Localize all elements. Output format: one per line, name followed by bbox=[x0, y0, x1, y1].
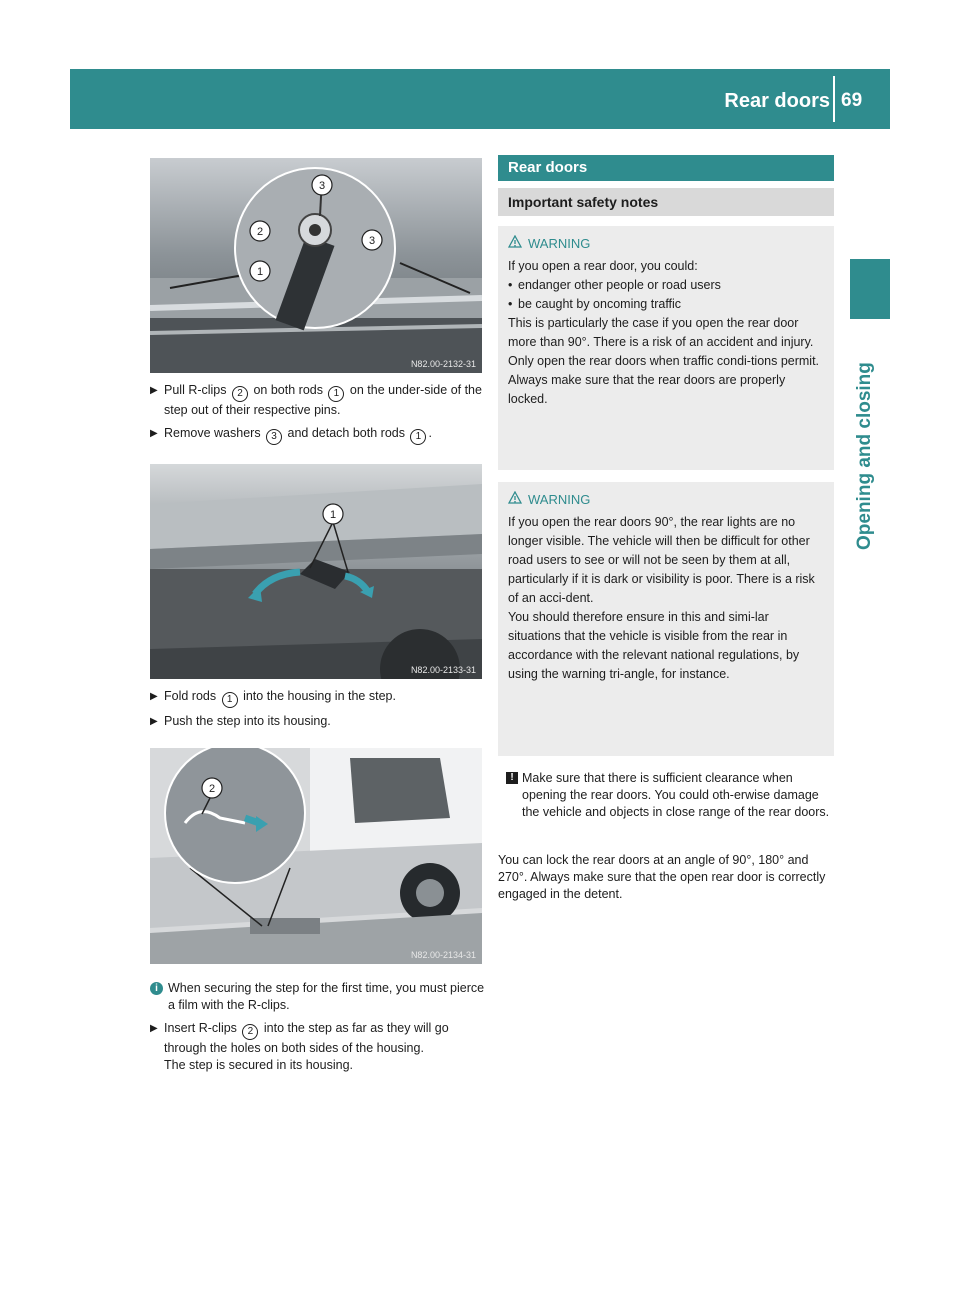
warning-box-2 bbox=[498, 482, 834, 756]
photo-step-underside bbox=[150, 158, 482, 373]
info-note: i When securing the step for the first time, you must pierce a film with the R-clips. bbox=[150, 980, 485, 1014]
image-code: N82.00-2133-31 bbox=[410, 665, 476, 675]
step-push-step: ▶ Push the step into its housing. bbox=[150, 714, 331, 728]
warning-text: This is particularly the case if you open the rear door more than 90°. There is a risk of an accident and injury. bbox=[508, 316, 814, 349]
info-icon: i bbox=[150, 982, 163, 995]
svg-text:2: 2 bbox=[256, 226, 264, 238]
warning-intro: If you open a rear door, you could: bbox=[508, 259, 698, 273]
notice-icon: ! bbox=[506, 772, 518, 784]
side-tab-label: Opening and closing bbox=[854, 362, 875, 550]
warning-triangle-icon bbox=[508, 235, 522, 248]
page-number: 69 bbox=[841, 90, 863, 111]
warning-bullet: • be caught by oncoming traffic bbox=[508, 295, 824, 314]
image-code: N82.00-2132-31 bbox=[410, 359, 476, 369]
header-separator bbox=[833, 76, 835, 122]
steps-remove-rods bbox=[150, 382, 485, 445]
header-title: Rear doors bbox=[724, 90, 830, 112]
step-fold-rods: ▶ Fold rods 1 into the housing in the step. bbox=[150, 688, 485, 708]
svg-text:3: 3 bbox=[368, 235, 376, 247]
body-paragraph: You can lock the rear doors at an angle of 90°, 180° and 270°. Always make sure that the open rear door is correctly engaged in the detent. bbox=[498, 853, 826, 901]
step-pull-clips: ▶ Pull R-clips 2 on both rods 1 on the under-side of the step out of their respective pins. bbox=[150, 383, 482, 417]
steps-fold-rods bbox=[150, 688, 485, 730]
warning-text: If you open the rear doors 90°, the rear lights are no longer visible. The vehicle will then be difficult for other road users to see or will not be seen by them at all, particularly if it is dark or visibility is poor. There is a risk of an acci-dent. bbox=[508, 515, 815, 605]
warning-bullet: • endanger other people or road users bbox=[508, 276, 824, 295]
warning-triangle-icon bbox=[508, 491, 522, 504]
svg-text:1: 1 bbox=[329, 509, 337, 521]
warning-heading: WARNING bbox=[508, 234, 824, 253]
side-tab-marker bbox=[850, 259, 890, 319]
svg-text:1: 1 bbox=[256, 266, 264, 278]
warning-box-1 bbox=[498, 226, 834, 470]
subsection-title: Important safety notes bbox=[498, 188, 834, 216]
step-result: The step is secured in its housing. bbox=[164, 1058, 353, 1072]
warning-text: You should therefore ensure in this and simi-lar situations that the vehicle is visible from the rear in accordance with the relevant national regulations, by using the warning tri-angle, for instance. bbox=[508, 610, 800, 681]
damage-note: ! Make sure that there is sufficient clearance when opening the rear doors. You could oth-erwise damage the vehicle and objects in close range of the rear doors. bbox=[498, 770, 834, 821]
section-title: Rear doors bbox=[498, 155, 834, 181]
photo-fold-rods bbox=[150, 464, 482, 679]
step-remove-washers: ▶ Remove washers 3 and detach both rods 1 . bbox=[150, 425, 485, 445]
photo-secure-step bbox=[150, 748, 482, 964]
svg-text:3: 3 bbox=[318, 180, 326, 192]
image-code: N82.00-2134-31 bbox=[410, 950, 476, 960]
warning-heading: WARNING bbox=[508, 490, 824, 509]
info-and-insert-step bbox=[150, 980, 485, 1074]
warning-text: Only open the rear doors when traffic condi-tions permit. Always make sure that the rear doors are properly locked. bbox=[508, 354, 820, 406]
step-insert-clips: ▶ Insert R-clips 2 into the step as far as they will go through the holes on both sides of the housing. The step is secured in its housing. bbox=[150, 1021, 449, 1072]
svg-text:2: 2 bbox=[208, 783, 216, 795]
